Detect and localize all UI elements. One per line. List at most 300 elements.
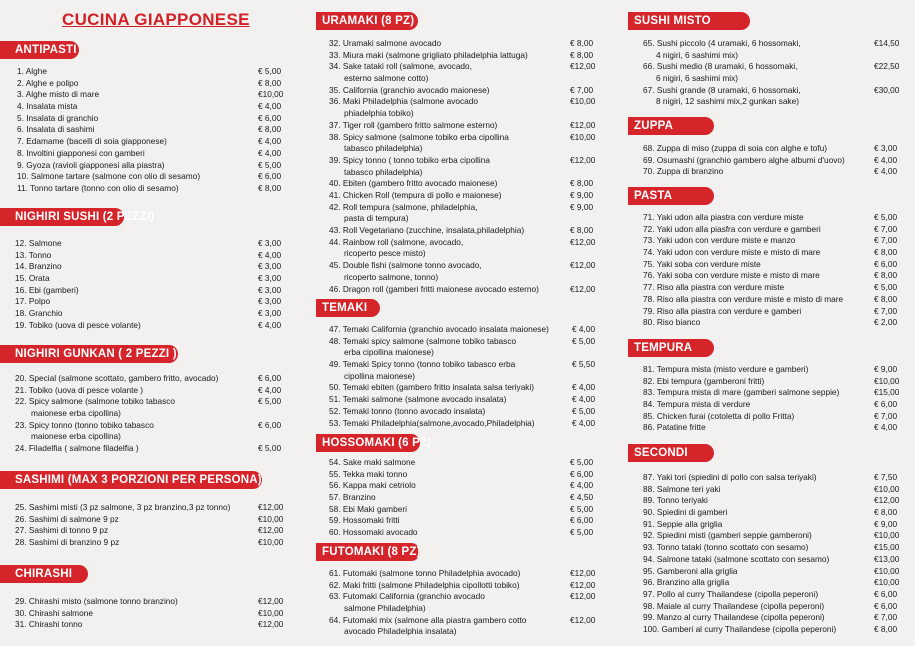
menu-item-name: 2. Alghe e polipo	[17, 77, 79, 88]
menu-item-name: 55. Tekka maki tonno	[329, 468, 408, 479]
menu-item-name: 35. California (granchio avocado maionese)	[329, 84, 490, 95]
menu-item-name: 69. Osumashi (granchio gambero alghe albumi d'uovo)	[643, 154, 845, 165]
menu-item-price: € 7,00	[874, 410, 898, 421]
menu-item-name: 72. Yaki udon alla piasfra con verdure e gamberi	[643, 223, 821, 234]
menu-item-price: €12,00	[570, 61, 596, 72]
menu-item	[628, 387, 915, 399]
menu-item	[316, 50, 606, 62]
menu-item-name: 28. Sashimi di branzino 9 pz	[15, 537, 120, 548]
menu-item-price: € 7,00	[874, 223, 898, 234]
menu-item-detail: ricoperto salmone, tonno)	[344, 271, 439, 282]
menu-item-price: € 7,00	[874, 305, 898, 316]
menu-item-name: 20. Special (salmone scottato, gambero fritto, avocado)	[15, 373, 219, 383]
menu-item-price: € 4,00	[258, 384, 282, 395]
menu-item	[0, 619, 300, 631]
menu-item	[316, 469, 606, 481]
menu-item-price: € 4,00	[258, 319, 282, 330]
menu-item-name: 22. Spicy salmone (salmone tobiko tabasco	[15, 396, 176, 407]
menu-item	[628, 484, 915, 496]
section-items-uramaki	[316, 38, 606, 295]
menu-item	[0, 136, 300, 148]
menu-item-price: € 8,00	[874, 507, 898, 518]
menu-item-detail: maionese erba cipollina)	[31, 431, 121, 442]
menu-item-price: € 7,00	[874, 612, 898, 623]
menu-item-price: € 5,00	[570, 503, 594, 514]
menu-item-price: € 4,00	[258, 249, 282, 260]
menu-item-price: € 5,00	[258, 159, 282, 170]
menu-item	[628, 612, 915, 624]
menu-item-name: 96. Branzino alla griglia	[643, 577, 730, 588]
section-header-antipasti: ANTIPASTI	[0, 41, 79, 59]
menu-item-name: 15. Orata	[15, 273, 50, 284]
menu-item	[628, 495, 915, 507]
menu-item-price: € 5,50	[572, 359, 596, 370]
menu-item	[628, 542, 915, 554]
menu-item-price: €12,00	[570, 236, 596, 247]
menu-item-price: € 8,00	[570, 178, 594, 189]
menu-item-detail: salmone Philadelphia)	[344, 603, 426, 614]
section-items-zuppa	[628, 143, 915, 178]
menu-item-name: 30. Chirashi salmone	[15, 607, 93, 618]
menu-item-detail: esterno salmone cotto)	[344, 73, 429, 84]
menu-item	[628, 224, 915, 236]
menu-item-price: € 4,00	[874, 422, 898, 433]
menu-item-name: 6. Insalata di sashimi	[17, 124, 95, 135]
menu-item-name: 91. Seppie alla griglia	[643, 518, 723, 529]
menu-item-name: 84. Tempura mista di verdure	[643, 399, 751, 410]
menu-item-price: € 8,00	[570, 38, 594, 48]
menu-item-price: € 5,00	[258, 66, 282, 76]
menu-item-price: € 8,00	[258, 124, 282, 135]
menu-item-name: 62. Maki fritti (salmone Philadelphia cipollotti tobiko)	[329, 579, 520, 590]
menu-item	[0, 596, 300, 608]
menu-item-detail: 8 nigiri, 12 sashimi mix,2 gunkan sake)	[656, 96, 799, 107]
menu-item-price: €10,00	[874, 577, 900, 588]
section-items-pasta	[628, 212, 915, 329]
menu-item-price: €12,00	[570, 579, 596, 590]
menu-item	[316, 324, 606, 336]
menu-item	[316, 96, 606, 119]
menu-item-price: € 8,00	[874, 293, 898, 304]
menu-item-price: €12,00	[258, 502, 284, 512]
menu-item-price: €13,00	[874, 553, 900, 564]
menu-item-name: 76. Yaki soba con verdure miste e misto di mare	[643, 270, 820, 281]
menu-item-name: 100. Gamberi al curry Thailandese (cipolla peperoni)	[643, 623, 837, 634]
menu-item-name: 64. Futomaki mix (salmone alla piastra gambero cotto	[329, 614, 527, 625]
menu-item	[0, 101, 300, 113]
menu-item	[628, 270, 915, 282]
menu-item-price: €10,00	[570, 131, 596, 142]
section-header-nighiri-sushi: NIGHIRI SUSHI (2 PEZZI)	[0, 208, 124, 226]
menu-item-name: 99. Manzo al curry Thailandese (cipolla peperoni)	[643, 612, 825, 623]
menu-item-price: € 2,00	[874, 317, 898, 328]
menu-item-price: €30,00	[874, 84, 900, 95]
menu-item-name: 80. Riso bianco	[643, 317, 701, 328]
menu-item-detail: tabasco philadelphia)	[344, 143, 423, 154]
menu-item-name: 98. Maiale al curry Thailandese (cipolla peperoni)	[643, 600, 825, 611]
menu-item	[628, 577, 915, 589]
section-header-futomaki: FUTOMAKI (8 PZ)	[316, 543, 420, 561]
menu-item-price: € 4,50	[570, 492, 594, 503]
menu-item	[316, 591, 606, 614]
menu-item-name: 47. Temaki California (granchio avocado insalata maionese)	[329, 324, 549, 334]
menu-item-price: € 8,00	[874, 270, 898, 281]
menu-item-name: 42. Roll tempura (salmone, philadelphia,	[329, 201, 478, 212]
menu-item	[0, 183, 300, 195]
menu-item-name: 68. Zuppa di miso (zuppa di soia con alghe e tofu)	[643, 143, 828, 153]
menu-item	[628, 317, 915, 329]
menu-item-name: 17. Polpo	[15, 296, 51, 307]
menu-item-name: 14. Branzino	[15, 261, 62, 272]
menu-item-price: € 3,00	[258, 261, 282, 272]
menu-item	[628, 143, 915, 155]
section-items-tempura	[628, 364, 915, 434]
menu-item	[0, 502, 300, 514]
menu-item	[0, 420, 300, 443]
menu-title: CUCINA GIAPPONESE	[62, 10, 250, 29]
menu-item-price: €15,00	[874, 542, 900, 553]
menu-item-price: €10,00	[874, 483, 900, 494]
menu-item	[316, 61, 606, 84]
section-items-futomaki	[316, 568, 606, 638]
menu-item	[0, 124, 300, 136]
section-header-hossomaki: HOSSOMAKI (6 PZ)	[316, 434, 420, 452]
menu-item	[316, 568, 606, 580]
menu-item-price: € 4,00	[572, 382, 596, 393]
menu-item-detail: avocado Philadelphia insalata)	[344, 626, 457, 637]
menu-item-name: 37. Tiger roll (gambero fritto salmone esterno)	[329, 119, 498, 130]
menu-item	[316, 515, 606, 527]
menu-item-name: 65. Sushi piccolo (4 uramaki, 6 hossomaki,	[643, 38, 801, 48]
menu-item-name: 95. Gamberoni alla griglia	[643, 565, 738, 576]
menu-item-price: € 6,00	[258, 171, 282, 182]
menu-item-name: 39. Spicy tonno ( tonno tobiko erba cipollina	[329, 154, 490, 165]
menu-item-price: €12,00	[570, 568, 596, 578]
menu-item-name: 18. Granchio	[15, 308, 63, 319]
menu-item	[628, 85, 915, 108]
menu-item-price: € 3,00	[258, 284, 282, 295]
menu-item	[628, 554, 915, 566]
menu-item-price: € 6,00	[874, 399, 898, 410]
menu-item-detail: pasta di tempura)	[344, 213, 409, 224]
menu-item	[316, 38, 606, 50]
menu-item	[0, 89, 300, 101]
menu-item	[0, 261, 300, 273]
menu-item-detail: 4 nigiri, 6 sashimi mix)	[656, 49, 739, 60]
menu-item-name: 93. Tonno tataki (tonno scottato con sesamo)	[643, 542, 809, 553]
menu-item-name: 29. Chirashi misto (salmone tonno branzino)	[15, 596, 178, 606]
section-header-zuppa: ZUPPA	[628, 117, 714, 135]
menu-item-price: €12,00	[570, 591, 596, 602]
menu-item-price: € 6,00	[874, 588, 898, 599]
menu-item-name: 57. Branzino	[329, 492, 376, 503]
menu-item	[316, 527, 606, 539]
menu-item-price: € 5,00	[874, 282, 898, 293]
menu-item-price: € 5,00	[874, 212, 898, 222]
menu-item	[0, 308, 300, 320]
menu-item	[628, 422, 915, 434]
menu-item-name: 26. Sashimi di salmone 9 pz	[15, 513, 119, 524]
menu-item-name: 78. Riso alla piastra con verdure miste e misto di mare	[643, 293, 844, 304]
menu-item	[316, 359, 606, 382]
section-header-sushi-misto: SUSHI MISTO	[628, 12, 750, 30]
section-header-chirashi: CHIRASHI	[0, 565, 88, 583]
menu-item-price: € 8,00	[570, 49, 594, 60]
menu-item-price: € 4,00	[258, 101, 282, 112]
menu-item-name: 45. Double fishi (salmone tonno avocado,	[329, 260, 482, 271]
menu-item	[0, 514, 300, 526]
menu-item	[0, 296, 300, 308]
menu-item	[628, 472, 915, 484]
menu-item	[628, 259, 915, 271]
menu-item-name: 25. Sashimi misti (3 pz salmone, 3 pz branzino,3 pz tonno)	[15, 502, 231, 512]
menu-item-name: 92. Spiedini misti (gamberi seppie gamberoni)	[643, 530, 812, 541]
menu-item-price: €12,00	[570, 260, 596, 271]
menu-item	[0, 171, 300, 183]
menu-item	[628, 294, 915, 306]
menu-item	[628, 282, 915, 294]
menu-item-name: 32. Uramaki salmone avocado	[329, 38, 442, 48]
menu-item-price: €10,00	[874, 375, 900, 386]
menu-item-name: 94. Salmone tataki (salmone scottato con sesamo)	[643, 553, 830, 564]
section-items-sashimi	[0, 502, 300, 549]
menu-item-name: 19. Tobiko (uova di pesce volante)	[15, 319, 141, 330]
menu-item	[316, 457, 606, 469]
menu-item-detail: ricoperto pesce misto)	[344, 248, 426, 259]
menu-item-name: 34. Sake tataki roll (salmone, avocado,	[329, 61, 472, 72]
menu-item	[628, 411, 915, 423]
menu-item-price: € 6,00	[570, 515, 594, 526]
menu-item-name: 89. Tonno teriyaki	[643, 495, 708, 506]
menu-item-detail: cipollina maionese)	[344, 370, 416, 381]
menu-item-price: € 4,00	[258, 136, 282, 147]
menu-item	[628, 530, 915, 542]
menu-item-price: €12,00	[258, 525, 284, 536]
menu-item-price: € 3,00	[258, 238, 282, 248]
menu-item	[628, 155, 915, 167]
menu-item	[316, 480, 606, 492]
menu-item-name: 13. Tonno	[15, 249, 52, 260]
menu-item-name: 71. Yaki udon alla piastra con verdure miste	[643, 212, 804, 222]
menu-item	[0, 113, 300, 125]
menu-item-name: 16. Ebi (gamberi)	[15, 284, 79, 295]
section-items-chirashi	[0, 596, 300, 631]
menu-item	[0, 373, 300, 385]
menu-item-name: 44. Rainbow roll (salmone, avocado,	[329, 236, 464, 247]
menu-item	[0, 160, 300, 172]
menu-item-name: 67. Sushi grande (8 uramaki, 6 hossomaki,	[643, 84, 801, 95]
menu-item	[0, 525, 300, 537]
menu-item	[0, 273, 300, 285]
menu-item-name: 88. Salmone teri yaki	[643, 483, 721, 494]
menu-item-name: 77. Riso alla piastra con verdure miste	[643, 282, 785, 293]
menu-item-price: € 9,00	[874, 518, 898, 529]
menu-item-price: € 7,00	[570, 84, 594, 95]
menu-item-price: € 8,00	[570, 225, 594, 236]
menu-item-price: € 4,00	[570, 480, 594, 491]
menu-item-price: € 8,00	[258, 77, 282, 88]
menu-item-name: 75. Yaki soba con verdure miste	[643, 258, 761, 269]
menu-item-price: €12,00	[570, 154, 596, 165]
menu-item	[0, 443, 300, 455]
section-items-sushi-misto	[628, 38, 915, 108]
menu-item-name: 61. Futomaki (salmone tonno Philadelphia avocado)	[329, 568, 521, 578]
menu-item	[0, 238, 300, 250]
menu-item-price: € 6,00	[258, 112, 282, 123]
menu-item	[628, 507, 915, 519]
menu-item-price: € 5,00	[572, 335, 596, 346]
menu-item-price: €12,00	[874, 495, 900, 506]
menu-item-name: 1. Alghe	[17, 66, 47, 76]
section-header-nighiri-gunkan: NIGHIRI GUNKAN ( 2 PEZZI )	[0, 345, 178, 363]
menu-item	[0, 285, 300, 297]
menu-item	[316, 260, 606, 283]
menu-item	[316, 85, 606, 97]
menu-item-price: € 9,00	[570, 201, 594, 212]
menu-item	[628, 589, 915, 601]
menu-item	[0, 250, 300, 262]
menu-item-price: € 5,00	[570, 527, 594, 538]
menu-item-price: €10,00	[258, 537, 284, 548]
menu-item-name: 79. Riso alla piastra con verdure e gamberi	[643, 305, 802, 316]
menu-item	[316, 202, 606, 225]
menu-item	[316, 178, 606, 190]
menu-item	[628, 166, 915, 178]
menu-item-name: 82. Ebi tempura (gamberoni fritti)	[643, 375, 765, 386]
menu-item-price: € 7,50	[874, 472, 898, 482]
menu-item-name: 50. Temaki ebiten (gambero fritto insalata salsa teriyaki)	[329, 382, 535, 393]
menu-item-name: 97. Pollo al curry Thailandese (cipolla peperoni)	[643, 588, 819, 599]
menu-item-price: €12,00	[570, 283, 596, 294]
menu-item	[316, 132, 606, 155]
menu-item	[316, 406, 606, 418]
menu-item	[316, 284, 606, 296]
menu-item-price: € 5,00	[258, 443, 282, 454]
menu-item	[0, 396, 300, 419]
menu-item-price: € 5,00	[570, 457, 594, 467]
menu-item-name: 90. Spiedini di gamberi	[643, 507, 728, 518]
menu-item-price: €10,00	[258, 607, 284, 618]
menu-item-name: 40. Ebiten (gambero fritto avocado maionese)	[329, 178, 498, 189]
menu-item	[316, 190, 606, 202]
menu-item-name: 53. Temaki Philadelphia(salmone,avocado,Philadelphia)	[329, 417, 535, 428]
menu-item-detail: maionese erba cipollina)	[31, 408, 121, 419]
section-items-secondi	[628, 472, 915, 636]
menu-item-name: 81. Tempura mista (misto verdure e gamberi)	[643, 364, 809, 374]
menu-item	[628, 601, 915, 613]
menu-item-name: 73. Yaki udon con verdure miste e manzo	[643, 235, 796, 246]
menu-item-name: 31. Chirashi tonno	[15, 619, 83, 630]
menu-item-name: 27. Sashimi di tonno 9 pz	[15, 525, 109, 536]
menu-item-detail: 6 nigiri, 6 sashimi mix)	[656, 73, 739, 84]
menu-item-name: 12. Salmone	[15, 238, 62, 248]
menu-item	[0, 537, 300, 549]
menu-item-price: €12,00	[570, 119, 596, 130]
menu-item	[316, 155, 606, 178]
menu-item-price: €15,00	[874, 387, 900, 398]
section-header-uramaki: URAMAKI (8 PZ)	[316, 12, 418, 30]
menu-item	[628, 235, 915, 247]
section-items-temaki	[316, 324, 606, 429]
menu-item	[628, 364, 915, 376]
menu-item	[0, 320, 300, 332]
menu-item-price: € 3,00	[258, 296, 282, 307]
menu-item-price: € 6,00	[570, 468, 594, 479]
menu-item-name: 66. Sushi medio (8 uramaki, 6 hossomaki,	[643, 61, 798, 72]
menu-item-price: € 8,00	[258, 182, 282, 193]
menu-item	[0, 78, 300, 90]
menu-item-name: 38. Spicy salmone (salmone tobiko erba cipollina	[329, 131, 509, 142]
menu-item	[0, 148, 300, 160]
menu-item	[628, 306, 915, 318]
section-items-hossomaki	[316, 457, 606, 539]
section-items-nighiri-sushi	[0, 238, 300, 332]
menu-item-price: €12,00	[570, 614, 596, 625]
menu-item-name: 58. Ebi Maki gamberi	[329, 503, 407, 514]
menu-item-price: € 5,00	[258, 396, 282, 407]
menu-item-name: 46. Dragon roll (gamberi fritti maionese avocado esterno)	[329, 283, 539, 294]
menu-item-name: 8. Involtini giapponesi con gamberi	[17, 147, 145, 158]
menu-item-price: €10,00	[258, 89, 284, 100]
menu-item-price: € 6,00	[874, 600, 898, 611]
menu-item-price: € 4,00	[572, 417, 596, 428]
menu-item-name: 85. Chicken furai (cotoletta di pollo Fritta)	[643, 410, 795, 421]
section-header-secondi: SECONDI	[628, 444, 714, 462]
menu-item	[0, 608, 300, 620]
menu-item-price: € 4,00	[258, 147, 282, 158]
menu-item	[628, 212, 915, 224]
menu-item-price: €10,00	[874, 565, 900, 576]
menu-item-name: 52. Temaki tonno (tonno avocado insalata)	[329, 405, 486, 416]
menu-item-name: 21. Tobiko (uova di pesce volante )	[15, 384, 144, 395]
section-header-pasta: PASTA	[628, 187, 714, 205]
menu-item	[316, 120, 606, 132]
menu-item-detail: erba cipollina maionese)	[344, 347, 434, 358]
menu-item-price: €10,00	[258, 513, 284, 524]
menu-item	[316, 237, 606, 260]
menu-item-price: € 4,00	[874, 166, 898, 177]
menu-item-price: €14,50	[874, 38, 900, 48]
menu-item-name: 43. Roll Vegetariano (zucchine, insalata,philadelphia)	[329, 225, 525, 236]
menu-item-name: 63. Futomaki California (granchio avocado	[329, 591, 485, 602]
menu-item-name: 7. Edamame (bacelli di soia giapponese)	[17, 136, 167, 147]
menu-item	[316, 492, 606, 504]
menu-item	[316, 225, 606, 237]
menu-item-price: € 4,00	[572, 324, 596, 334]
menu-item-name: 87. Yaki tori (spiedini di pollo con salsa teriyaki)	[643, 472, 817, 482]
menu-item-price: €22,50	[874, 61, 900, 72]
menu-item	[628, 624, 915, 636]
menu-item-detail: phiadelphia tobiko)	[344, 108, 414, 119]
menu-item	[316, 418, 606, 430]
menu-item-name: 49. Temaki Spicy tonno (tonno tobiko tabasco erba	[329, 359, 516, 370]
section-items-antipasti	[0, 66, 300, 195]
menu-item-name: 74. Yaki udon con verdure miste e misto di mare	[643, 247, 821, 258]
menu-item	[316, 504, 606, 516]
menu-item-name: 9. Gyoza (ravioli giapponesi alla piastra)	[17, 159, 165, 170]
menu-item-name: 48. Temaki spicy salmone (salmone tobiko tabasco	[329, 335, 517, 346]
menu-item-price: €12,00	[258, 619, 284, 630]
menu-item-name: 83. Tempura mista di mare (gamberi salmone seppie)	[643, 387, 840, 398]
menu-item-detail: tabasco philadelphia)	[344, 166, 423, 177]
menu-item-name: 51. Temaki salmone (salmone avocado insalata)	[329, 394, 507, 405]
menu-item-name: 11. Tonno tartare (tonno con olio di sesamo)	[17, 182, 179, 193]
section-header-temaki: TEMAKI	[316, 299, 380, 317]
menu-item	[316, 580, 606, 592]
section-header-sashimi: SASHIMI (MAX 3 PORZIONI PER PERSONA)	[0, 471, 262, 489]
menu-item-name: 86. Patatine fritte	[643, 422, 706, 433]
menu-item-price: € 7,00	[874, 235, 898, 246]
